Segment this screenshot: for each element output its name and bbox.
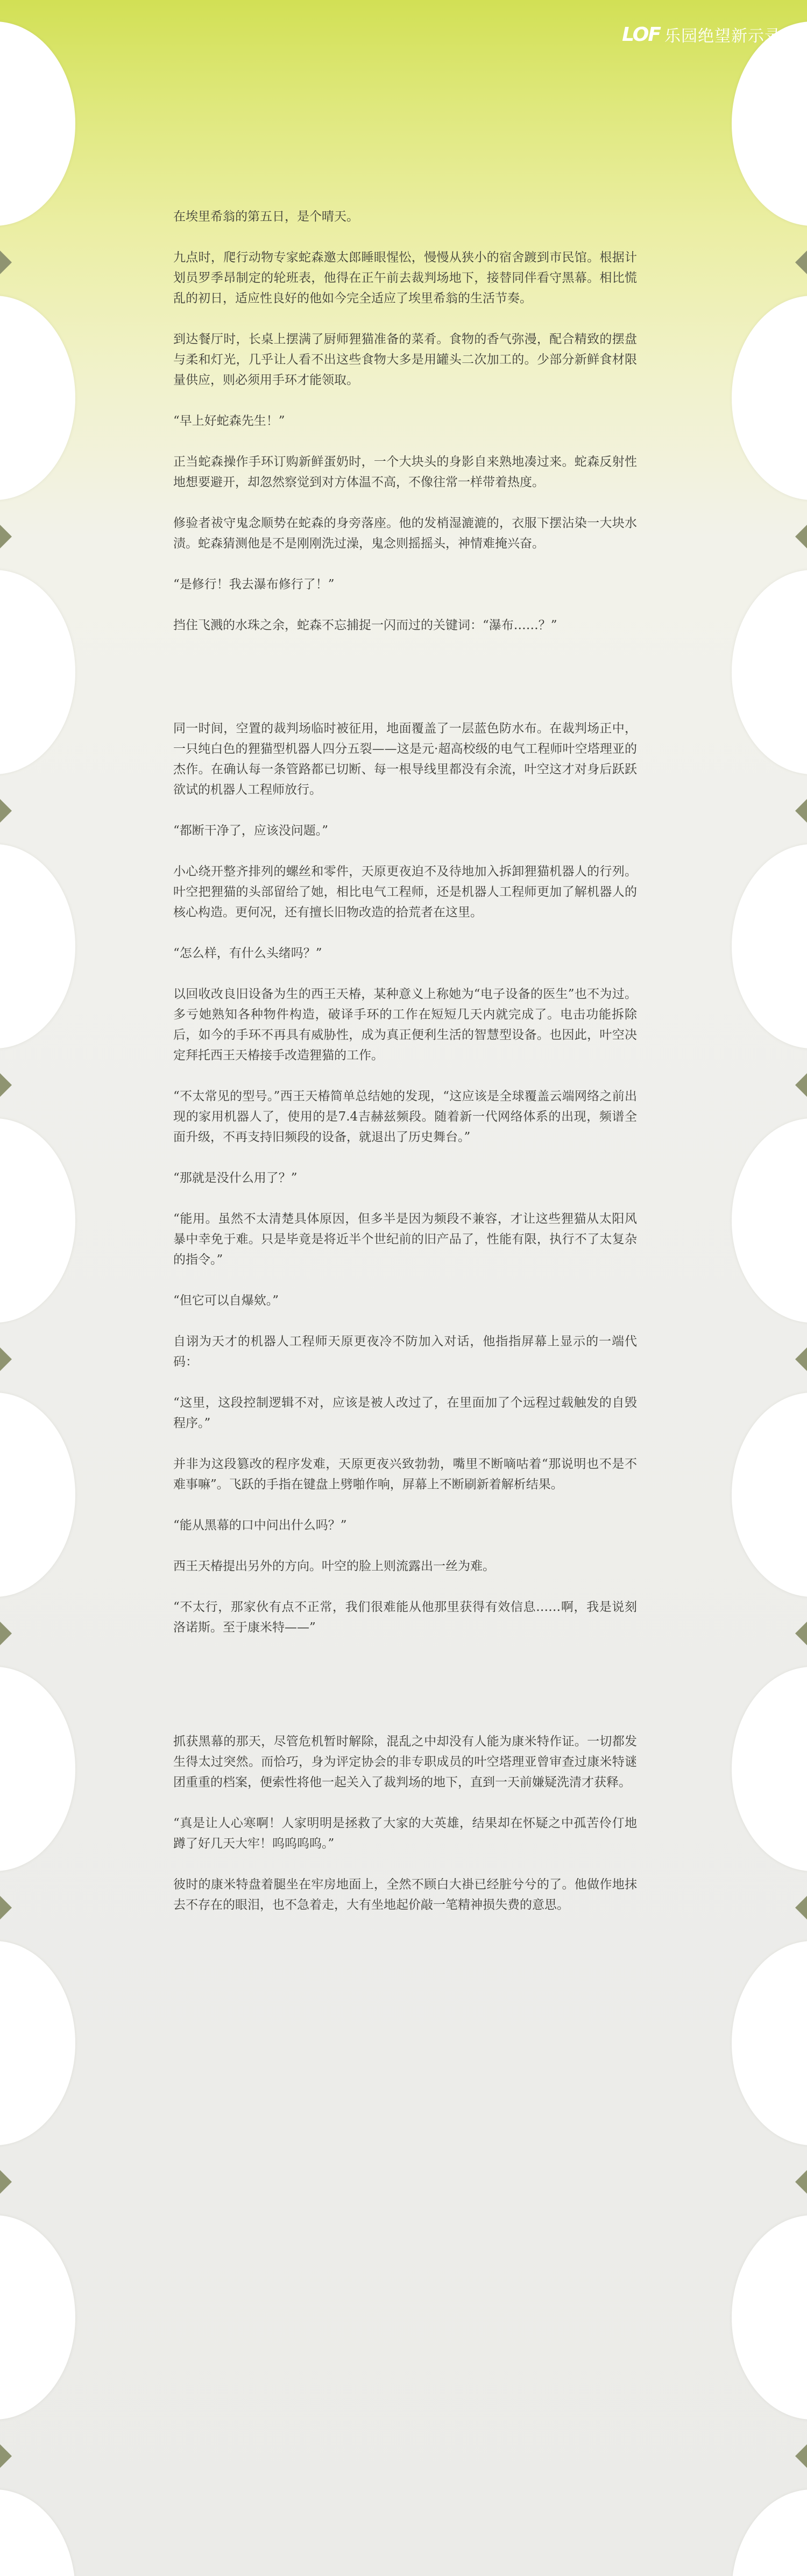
scallop-shape xyxy=(732,1941,807,2145)
brand-mark: LOF xyxy=(622,23,660,46)
scallop-shape xyxy=(0,1667,75,1871)
left-scallop-border xyxy=(0,0,81,2576)
scallop-shape xyxy=(732,2489,807,2576)
paragraph: “不太行，那家伙有点不正常，我们很难能从他那里获得有效信息……啊，我是说刻洛诺斯。至于康米特——” xyxy=(173,1600,637,1635)
paragraph: “真是让人心寒啊！人家明明是拯救了大家的大英雄，结果却在怀疑之中孤苦伶仃地蹲了好几天大牢！呜呜呜呜。” xyxy=(173,1816,637,1851)
paragraph: “怎么样，有什么头绪吗？” xyxy=(173,946,322,960)
paragraph: “早上好蛇森先生！” xyxy=(173,414,285,428)
scallop-shape xyxy=(732,1667,807,1871)
paragraph: 正当蛇森操作手环订购新鲜蛋奶时，一个大块头的身影自来熟地凑过来。蛇森反射性地想要避开，却忽然察觉到对方体温不高，不像往常一样带着热度。 xyxy=(173,455,637,489)
notch-triangle xyxy=(0,2170,12,2194)
scallop-shape xyxy=(732,2215,807,2420)
paragraph: “能用。虽然不太清楚具体原因，但多半是因为频段不兼容，才让这些狸猫从太阳风暴中幸免于难。只是毕竟是将近半个世纪前的旧产品了，性能有限，执行不了太复杂的指令。” xyxy=(173,1212,637,1267)
scallop-shape xyxy=(732,844,807,1048)
notch-triangle xyxy=(0,251,12,274)
article-body xyxy=(173,206,637,1936)
notch-triangle xyxy=(0,799,12,823)
paragraph: 修验者祓守鬼念顺势在蛇森的身旁落座。他的发梢湿漉漉的，衣服下摆沾染一大块水渍。蛇森猜测他是不是刚刚洗过澡，鬼念则摇摇头，神情难掩兴奋。 xyxy=(173,516,637,551)
notch-triangle xyxy=(795,525,807,548)
paragraph: 小心绕开整齐排列的螺丝和零件，天原更夜迫不及待地加入拆卸狸猫机器人的行列。叶空把狸猫的头部留给了她，相比电气工程师，还是机器人工程师更加了解机器人的核心构造。更何况，还有擅长旧物改造的拾荒者在这里。 xyxy=(173,865,637,919)
notch-triangle xyxy=(795,1347,807,1371)
notch-triangle xyxy=(0,1347,12,1371)
paragraph: 自诩为天才的机器人工程师天原更夜冷不防加入对话，他指指屏幕上显示的一端代码： xyxy=(173,1335,637,1369)
notch-triangle xyxy=(0,1073,12,1097)
scallop-shape xyxy=(0,844,75,1048)
brand-logo xyxy=(622,23,781,46)
notch-triangle xyxy=(795,251,807,274)
notch-triangle xyxy=(795,1073,807,1097)
paragraph: 抓获黑幕的那天，尽管危机暂时解除，混乱之中却没有人能为康米特作证。一切都发生得太过突然。而恰巧，身为评定协会的非专职成员的叶空塔理亚曾审查过康米特谜团重重的档案，便索性将他一起关入了裁判场的地下，直到一天前嫌疑洗清才获释。 xyxy=(173,1735,637,1789)
paragraph: 并非为这段篡改的程序发难，天原更夜兴致勃勃，嘴里不断嘀咕着“那说明也不是不难事嘛”。飞跃的手指在键盘上劈啪作响，屏幕上不断刷新着解析结果。 xyxy=(173,1457,637,1492)
notch-triangle xyxy=(0,1896,12,1919)
scallop-shape xyxy=(732,1393,807,1597)
scallop-shape xyxy=(0,1118,75,1323)
paragraph: 到达餐厅时，长桌上摆满了厨师狸猫准备的菜肴。食物的香气弥漫，配合精致的摆盘与柔和灯光，几乎让人看不出这些食物大多是用罐头二次加工的。少部分新鲜食材限量供应，则必须用手环才能领取。 xyxy=(173,332,637,387)
right-scallop-border xyxy=(726,0,807,2576)
scallop-shape xyxy=(732,296,807,500)
scallop-shape xyxy=(732,1118,807,1323)
paragraph: 同一时间，空置的裁判场临时被征用，地面覆盖了一层蓝色防水布。在裁判场正中，一只纯白色的狸猫型机器人四分五裂——这是元·超高校级的电气工程师叶空塔理亚的杰作。在确认每一条管路都已切断、每一根导线里都没有余流，叶空这才对身后跃跃欲试的机器人工程师放行。 xyxy=(173,722,637,797)
notch-triangle xyxy=(795,2444,807,2468)
notch-triangle xyxy=(0,2444,12,2468)
scallop-shape xyxy=(732,22,807,226)
scallop-shape xyxy=(0,1941,75,2145)
paragraph: “是修行！我去瀑布修行了！” xyxy=(173,577,335,591)
notch-triangle xyxy=(795,799,807,823)
paragraph: “但它可以自爆欸。” xyxy=(173,1294,279,1308)
paragraph: 在埃里希翁的第五日，是个晴天。 xyxy=(173,210,359,224)
brand-name: 乐园绝望新示录 xyxy=(664,27,781,46)
paragraph: “都断干净了，应该没问题。” xyxy=(173,824,329,838)
paragraph: 西王天椿提出另外的方向。叶空的脸上则流露出一丝为难。 xyxy=(173,1559,495,1573)
paragraph: “能从黑幕的口中问出什么吗？” xyxy=(173,1518,347,1532)
section-break xyxy=(173,1658,637,1731)
paragraph: 挡住飞溅的水珠之余，蛇森不忘捕捉一闪而过的关键词：“瀑布……？” xyxy=(173,618,557,632)
paragraph: “不太常见的型号。”西王天椿简单总结她的发现，“这应该是全球覆盖云端网络之前出现的家用机器人了，使用的是7.4吉赫兹频段。随着新一代网络体系的出现，频谱全面升级，不再支持旧频段的设备，就退出了历史舞台。” xyxy=(173,1089,637,1144)
notch-triangle xyxy=(795,2170,807,2194)
section-break xyxy=(173,656,637,718)
notch-triangle xyxy=(0,525,12,548)
scallop-shape xyxy=(732,570,807,774)
paragraph: “这里，这段控制逻辑不对，应该是被人改过了，在里面加了个远程过载触发的自毁程序。” xyxy=(173,1396,637,1430)
notch-triangle xyxy=(795,1896,807,1919)
paragraph: 彼时的康米特盘着腿坐在牢房地面上，全然不顾白大褂已经脏兮兮的了。他做作地抹去不存在的眼泪，也不急着走，大有坐地起价敲一笔精神损失费的意思。 xyxy=(173,1878,637,1912)
paragraph: 以回收改良旧设备为生的西王天椿，某种意义上称她为“电子设备的医生”也不为过。多亏她熟知各种物件构造，破译手环的工作在短短几天内就完成了。电击功能拆除后，如今的手环不再具有威胁性，成为真正便利生活的智慧型设备。也因此，叶空决定拜托西王天椿接手改造狸猫的工作。 xyxy=(173,987,637,1062)
paragraph: “那就是没什么用了？” xyxy=(173,1171,298,1185)
paragraph: 九点时，爬行动物专家蛇森邀太郎睡眼惺忪，慢慢从狭小的宿舍踱到市民馆。根据计划员罗季昂制定的轮班表，他得在正午前去裁判场地下，接替同伴看守黑幕。相比慌乱的初日，适应性良好的他如今完全适应了埃里希翁的生活节奏。 xyxy=(173,251,637,305)
notch-triangle xyxy=(795,1622,807,1645)
scallop-shape xyxy=(0,2215,75,2420)
scallop-shape xyxy=(0,1393,75,1597)
notch-triangle xyxy=(0,1622,12,1645)
scallop-shape xyxy=(0,2489,75,2576)
scallop-shape xyxy=(0,296,75,500)
scallop-shape xyxy=(0,570,75,774)
scallop-shape xyxy=(0,22,75,226)
